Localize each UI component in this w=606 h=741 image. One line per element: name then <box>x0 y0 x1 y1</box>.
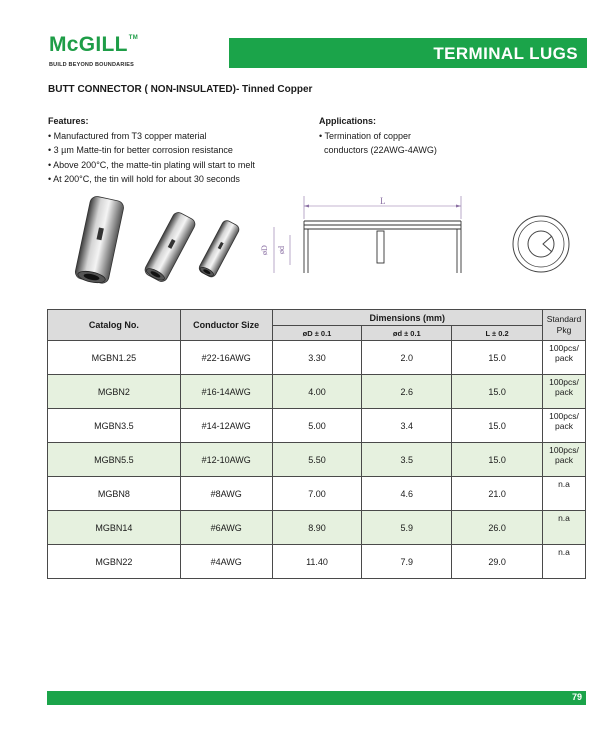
cell-outer-diameter: 11.40 <box>272 545 362 579</box>
cell-outer-diameter: 4.00 <box>272 375 362 409</box>
cell-length: 21.0 <box>452 477 543 511</box>
cell-outer-diameter: 5.00 <box>272 409 362 443</box>
cell-outer-diameter: 8.90 <box>272 511 362 545</box>
cell-length: 15.0 <box>452 375 543 409</box>
page-number: 79 <box>571 692 582 702</box>
cell-length: 15.0 <box>452 443 543 477</box>
table-row <box>48 511 586 545</box>
header-length: L ± 0.2 <box>452 326 543 341</box>
cell-catalog: MGBN3.5 <box>48 409 181 443</box>
feature-item: • 3 µm Matte-tin for better corrosion resistance <box>48 145 233 156</box>
cell-pkg: n.a <box>542 477 585 511</box>
cell-conductor: #8AWG <box>180 477 272 511</box>
features-heading: Features: <box>48 116 89 126</box>
table-row <box>48 375 586 409</box>
cell-inner-diameter: 3.5 <box>362 443 452 477</box>
cell-inner-diameter: 2.6 <box>362 375 452 409</box>
drawing-label-outer-diameter: øD <box>260 245 269 255</box>
features-section <box>48 114 318 187</box>
cell-length: 15.0 <box>452 341 543 375</box>
dimension-drawing <box>260 193 468 283</box>
cell-catalog: MGBN1.25 <box>48 341 181 375</box>
brand-logo <box>49 34 199 68</box>
table-row <box>48 545 586 579</box>
applications-heading: Applications: <box>319 116 377 126</box>
spec-table <box>47 309 586 579</box>
butt-connector-photo <box>60 192 250 292</box>
cell-inner-diameter: 4.6 <box>362 477 452 511</box>
logo-wordmark: McGILL™ <box>49 33 139 56</box>
header-inner-diameter: ød ± 0.1 <box>362 326 452 341</box>
cell-pkg: 100pcs/ pack <box>542 443 585 477</box>
cell-inner-diameter: 7.9 <box>362 545 452 579</box>
cell-outer-diameter: 5.50 <box>272 443 362 477</box>
section-title: TERMINAL LUGS <box>433 44 578 63</box>
cell-conductor: #12-10AWG <box>180 443 272 477</box>
cell-inner-diameter: 3.4 <box>362 409 452 443</box>
header-conductor: Conductor Size <box>180 310 272 341</box>
header-standard-pkg: Standard Pkg <box>542 310 585 341</box>
cell-pkg: n.a <box>542 545 585 579</box>
product-title: BUTT CONNECTOR ( NON-INSULATED)- Tinned Copper <box>48 84 313 95</box>
drawing-label-l: L <box>380 196 386 206</box>
table-row <box>48 409 586 443</box>
feature-item: • Manufactured from T3 copper material <box>48 130 207 141</box>
cell-inner-diameter: 2.0 <box>362 341 452 375</box>
cell-pkg: 100pcs/ pack <box>542 375 585 409</box>
table-row <box>48 341 586 375</box>
cell-outer-diameter: 3.30 <box>272 341 362 375</box>
feature-item: • At 200°C, the tin will hold for about 30 seconds <box>48 174 240 185</box>
cell-length: 26.0 <box>452 511 543 545</box>
table-row <box>48 443 586 477</box>
end-view-icon <box>507 214 575 274</box>
cell-inner-diameter: 5.9 <box>362 511 452 545</box>
application-item: conductors (22AWG-4AWG) <box>324 145 437 156</box>
cell-conductor: #14-12AWG <box>180 409 272 443</box>
header-dimensions: Dimensions (mm) <box>272 310 542 326</box>
cell-conductor: #4AWG <box>180 545 272 579</box>
logo-tagline: BUILD BEYOND BOUNDARIES <box>49 62 134 68</box>
application-item: • Termination of copper <box>319 130 412 141</box>
cell-catalog: MGBN22 <box>48 545 181 579</box>
cell-catalog: MGBN5.5 <box>48 443 181 477</box>
table-row <box>48 477 586 511</box>
header-outer-diameter: øD ± 0.1 <box>272 326 362 341</box>
feature-item: • Above 200°C, the matte-tin plating will start to melt <box>48 159 255 170</box>
section-header-bar <box>229 38 587 68</box>
cell-outer-diameter: 7.00 <box>272 477 362 511</box>
cell-catalog: MGBN14 <box>48 511 181 545</box>
cell-length: 29.0 <box>452 545 543 579</box>
header-catalog: Catalog No. <box>48 310 181 341</box>
cell-length: 15.0 <box>452 409 543 443</box>
footer-bar <box>47 691 586 705</box>
cell-conductor: #16-14AWG <box>180 375 272 409</box>
cell-pkg: 100pcs/ pack <box>542 341 585 375</box>
cell-pkg: 100pcs/ pack <box>542 409 585 443</box>
cell-conductor: #22-16AWG <box>180 341 272 375</box>
cell-catalog: MGBN8 <box>48 477 181 511</box>
cell-conductor: #6AWG <box>180 511 272 545</box>
applications-section <box>319 114 559 158</box>
cell-catalog: MGBN2 <box>48 375 181 409</box>
drawing-label-inner-diameter: ød <box>277 246 286 254</box>
cell-pkg: n.a <box>542 511 585 545</box>
